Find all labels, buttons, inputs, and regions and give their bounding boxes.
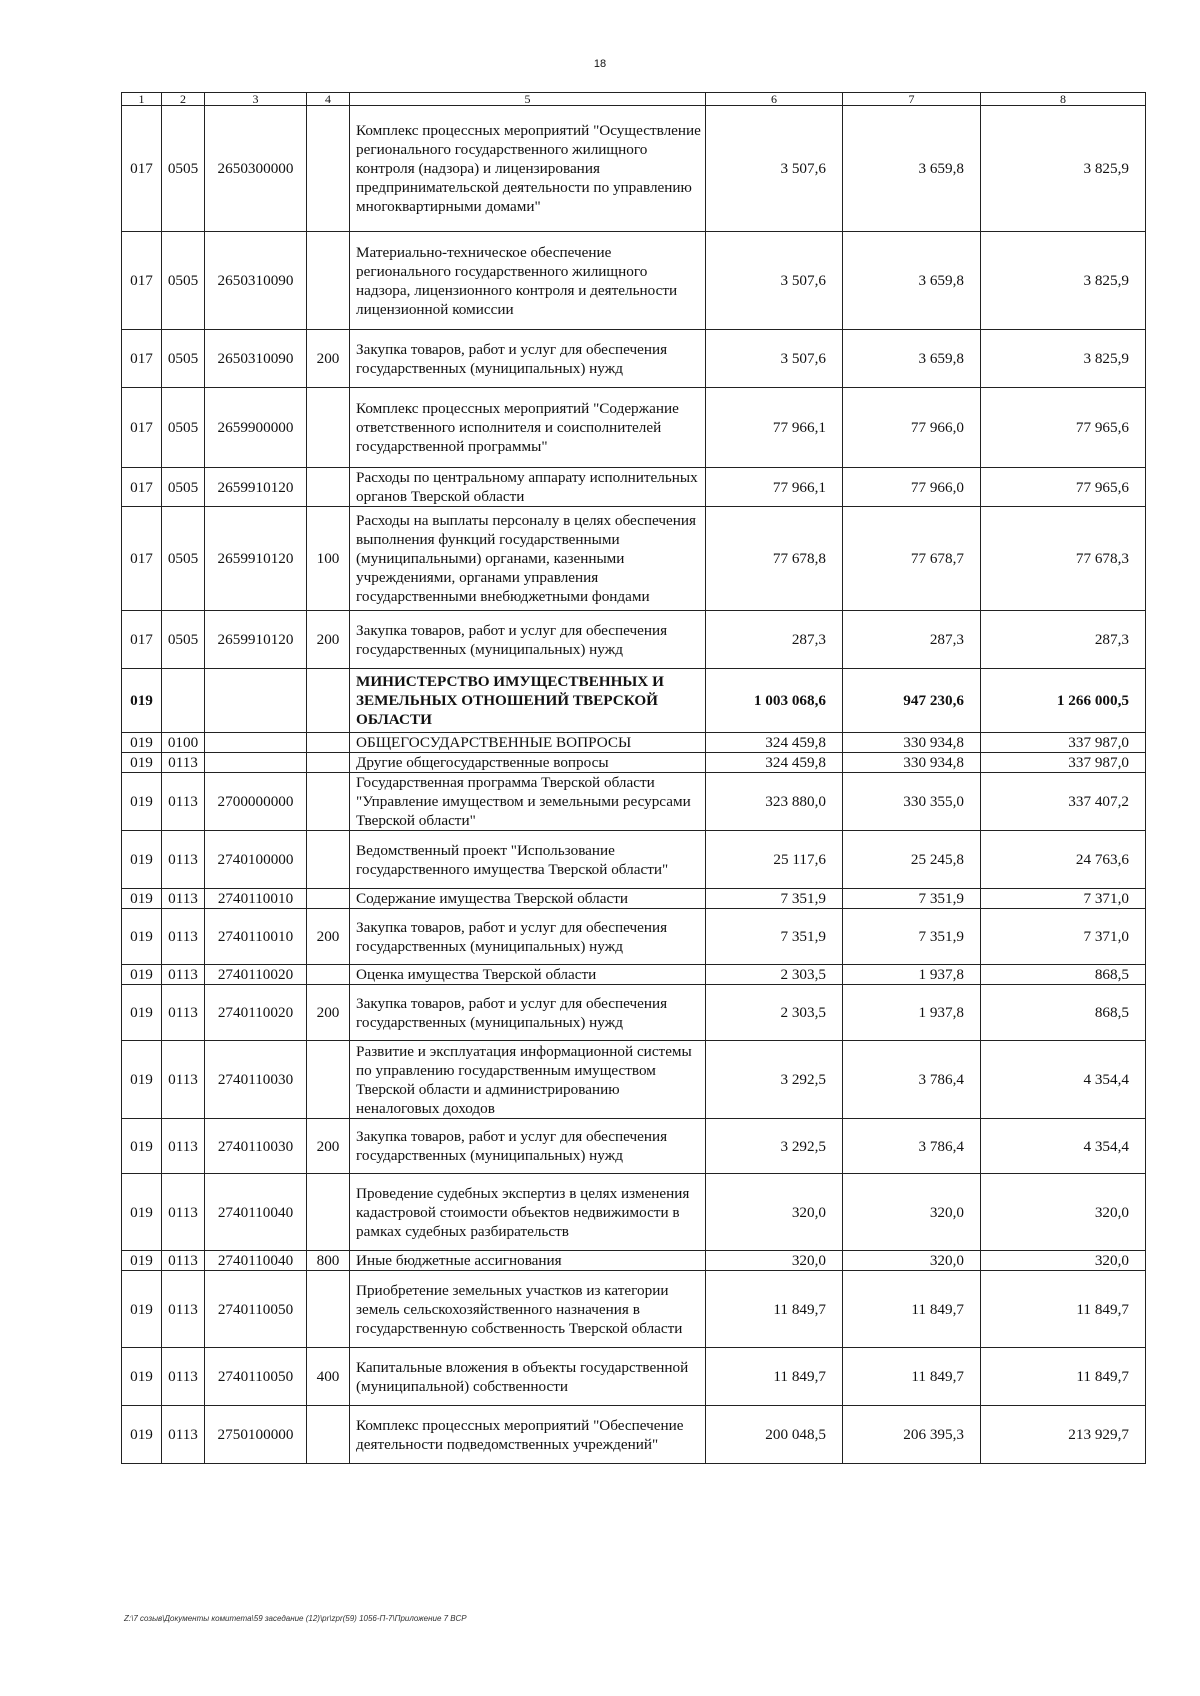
row-expense-type: 200 xyxy=(307,330,350,388)
row-expense-type xyxy=(307,733,350,753)
row-grbs-code: 019 xyxy=(122,733,162,753)
row-target-article: 2740110020 xyxy=(205,985,307,1041)
row-amount-col8: 77 965,6 xyxy=(981,468,1146,507)
row-amount-col6: 77 966,1 xyxy=(706,388,843,468)
row-amount-col7: 1 937,8 xyxy=(843,985,981,1041)
row-amount-col7: 77 966,0 xyxy=(843,468,981,507)
row-amount-col8: 24 763,6 xyxy=(981,831,1146,889)
table-row xyxy=(122,232,1146,330)
row-target-article: 2740110030 xyxy=(205,1119,307,1174)
column-header: 8 xyxy=(981,93,1146,106)
row-amount-col8: 3 825,9 xyxy=(981,232,1146,330)
row-target-article: 2650310090 xyxy=(205,232,307,330)
table-row xyxy=(122,611,1146,669)
row-grbs-code: 019 xyxy=(122,1119,162,1174)
table-row xyxy=(122,889,1146,909)
row-section-code: 0100 xyxy=(162,733,205,753)
row-amount-col6: 3 507,6 xyxy=(706,232,843,330)
row-description: Развитие и эксплуатация информационной системы по управлению государственным имуществом Тверской области и администрированию неналоговых доходов xyxy=(350,1041,706,1119)
row-grbs-code: 019 xyxy=(122,965,162,985)
row-amount-col6: 7 351,9 xyxy=(706,889,843,909)
row-amount-col7: 11 849,7 xyxy=(843,1348,981,1406)
row-amount-col6: 3 292,5 xyxy=(706,1119,843,1174)
table-row xyxy=(122,669,1146,733)
row-expense-type xyxy=(307,773,350,831)
row-description: Комплекс процессных мероприятий "Обеспечение деятельности подведомственных учреждений" xyxy=(350,1406,706,1464)
row-section-code: 0113 xyxy=(162,965,205,985)
row-expense-type xyxy=(307,106,350,232)
row-amount-col6: 11 849,7 xyxy=(706,1271,843,1348)
table-row xyxy=(122,831,1146,889)
row-description: МИНИСТЕРСТВО ИМУЩЕСТВЕННЫХ И ЗЕМЕЛЬНЫХ ОТНОШЕНИЙ ТВЕРСКОЙ ОБЛАСТИ xyxy=(350,669,706,733)
row-amount-col8: 7 371,0 xyxy=(981,909,1146,965)
row-amount-col8: 868,5 xyxy=(981,985,1146,1041)
row-amount-col7: 11 849,7 xyxy=(843,1271,981,1348)
row-amount-col8: 287,3 xyxy=(981,611,1146,669)
row-amount-col7: 3 786,4 xyxy=(843,1119,981,1174)
row-description: Содержание имущества Тверской области xyxy=(350,889,706,909)
column-header: 7 xyxy=(843,93,981,106)
row-amount-col8: 11 849,7 xyxy=(981,1271,1146,1348)
row-grbs-code: 019 xyxy=(122,1251,162,1271)
row-amount-col8: 3 825,9 xyxy=(981,106,1146,232)
row-grbs-code: 017 xyxy=(122,611,162,669)
row-amount-col8: 4 354,4 xyxy=(981,1119,1146,1174)
row-description: Иные бюджетные ассигнования xyxy=(350,1251,706,1271)
row-amount-col6: 2 303,5 xyxy=(706,985,843,1041)
row-section-code: 0505 xyxy=(162,507,205,611)
table-row xyxy=(122,773,1146,831)
row-expense-type xyxy=(307,232,350,330)
row-amount-col6: 3 507,6 xyxy=(706,106,843,232)
row-section-code: 0505 xyxy=(162,468,205,507)
column-header: 6 xyxy=(706,93,843,106)
row-description: Капитальные вложения в объекты государственной (муниципальной) собственности xyxy=(350,1348,706,1406)
table-row xyxy=(122,1348,1146,1406)
row-expense-type xyxy=(307,669,350,733)
table-row xyxy=(122,1174,1146,1251)
row-description: Оценка имущества Тверской области xyxy=(350,965,706,985)
row-grbs-code: 019 xyxy=(122,1348,162,1406)
row-amount-col8: 77 965,6 xyxy=(981,388,1146,468)
row-amount-col7: 7 351,9 xyxy=(843,909,981,965)
row-target-article: 2740110040 xyxy=(205,1174,307,1251)
row-expense-type: 200 xyxy=(307,909,350,965)
row-description: Закупка товаров, работ и услуг для обеспечения государственных (муниципальных) нужд xyxy=(350,985,706,1041)
row-amount-col6: 320,0 xyxy=(706,1251,843,1271)
row-target-article: 2740110030 xyxy=(205,1041,307,1119)
row-grbs-code: 019 xyxy=(122,985,162,1041)
table-row xyxy=(122,106,1146,232)
row-grbs-code: 017 xyxy=(122,507,162,611)
row-description: Другие общегосударственные вопросы xyxy=(350,753,706,773)
row-section-code: 0113 xyxy=(162,1251,205,1271)
table-row xyxy=(122,985,1146,1041)
row-amount-col6: 320,0 xyxy=(706,1174,843,1251)
row-target-article xyxy=(205,753,307,773)
table-row xyxy=(122,1406,1146,1464)
row-description: ОБЩЕГОСУДАРСТВЕННЫЕ ВОПРОСЫ xyxy=(350,733,706,753)
row-grbs-code: 019 xyxy=(122,773,162,831)
row-section-code: 0505 xyxy=(162,330,205,388)
table-row xyxy=(122,909,1146,965)
table-row xyxy=(122,1119,1146,1174)
row-amount-col7: 1 937,8 xyxy=(843,965,981,985)
row-description: Закупка товаров, работ и услуг для обеспечения государственных (муниципальных) нужд xyxy=(350,330,706,388)
row-amount-col8: 213 929,7 xyxy=(981,1406,1146,1464)
row-amount-col8: 337 407,2 xyxy=(981,773,1146,831)
row-amount-col7: 330 934,8 xyxy=(843,733,981,753)
row-expense-type xyxy=(307,1041,350,1119)
row-amount-col8: 11 849,7 xyxy=(981,1348,1146,1406)
table-row xyxy=(122,388,1146,468)
row-target-article xyxy=(205,733,307,753)
row-amount-col8: 77 678,3 xyxy=(981,507,1146,611)
row-amount-col7: 3 786,4 xyxy=(843,1041,981,1119)
row-section-code: 0505 xyxy=(162,232,205,330)
budget-table xyxy=(121,92,1146,1464)
row-amount-col7: 947 230,6 xyxy=(843,669,981,733)
row-description: Закупка товаров, работ и услуг для обеспечения государственных (муниципальных) нужд xyxy=(350,909,706,965)
row-target-article: 2740110020 xyxy=(205,965,307,985)
row-description: Закупка товаров, работ и услуг для обеспечения государственных (муниципальных) нужд xyxy=(350,1119,706,1174)
row-amount-col8: 4 354,4 xyxy=(981,1041,1146,1119)
row-description: Расходы по центральному аппарату исполнительных органов Тверской области xyxy=(350,468,706,507)
row-target-article: 2740110050 xyxy=(205,1348,307,1406)
row-expense-type xyxy=(307,1406,350,1464)
table-row xyxy=(122,965,1146,985)
row-grbs-code: 017 xyxy=(122,232,162,330)
row-amount-col6: 25 117,6 xyxy=(706,831,843,889)
row-amount-col6: 287,3 xyxy=(706,611,843,669)
row-section-code: 0113 xyxy=(162,831,205,889)
row-amount-col6: 11 849,7 xyxy=(706,1348,843,1406)
column-number-header xyxy=(122,93,1146,106)
row-amount-col6: 3 292,5 xyxy=(706,1041,843,1119)
row-target-article: 2659900000 xyxy=(205,388,307,468)
row-description: Проведение судебных экспертиз в целях изменения кадастровой стоимости объектов недвижимости в рамках судебных разбирательств xyxy=(350,1174,706,1251)
row-expense-type xyxy=(307,388,350,468)
row-amount-col7: 3 659,8 xyxy=(843,106,981,232)
table-row xyxy=(122,1251,1146,1271)
row-section-code: 0505 xyxy=(162,106,205,232)
row-amount-col7: 287,3 xyxy=(843,611,981,669)
row-section-code: 0505 xyxy=(162,388,205,468)
row-expense-type xyxy=(307,753,350,773)
row-section-code: 0113 xyxy=(162,773,205,831)
row-amount-col6: 77 966,1 xyxy=(706,468,843,507)
row-amount-col7: 3 659,8 xyxy=(843,330,981,388)
row-grbs-code: 017 xyxy=(122,468,162,507)
table-row xyxy=(122,468,1146,507)
row-target-article: 2740100000 xyxy=(205,831,307,889)
column-header: 5 xyxy=(350,93,706,106)
row-amount-col8: 868,5 xyxy=(981,965,1146,985)
row-grbs-code: 017 xyxy=(122,330,162,388)
row-expense-type: 800 xyxy=(307,1251,350,1271)
row-grbs-code: 019 xyxy=(122,1406,162,1464)
row-amount-col7: 7 351,9 xyxy=(843,889,981,909)
row-amount-col7: 330 934,8 xyxy=(843,753,981,773)
row-target-article: 2659910120 xyxy=(205,507,307,611)
column-header: 3 xyxy=(205,93,307,106)
row-grbs-code: 017 xyxy=(122,106,162,232)
row-target-article: 2740110040 xyxy=(205,1251,307,1271)
row-amount-col8: 3 825,9 xyxy=(981,330,1146,388)
row-amount-col7: 3 659,8 xyxy=(843,232,981,330)
row-expense-type: 200 xyxy=(307,1119,350,1174)
column-header: 1 xyxy=(122,93,162,106)
row-target-article: 2650310090 xyxy=(205,330,307,388)
row-expense-type xyxy=(307,965,350,985)
row-amount-col6: 3 507,6 xyxy=(706,330,843,388)
row-section-code: 0113 xyxy=(162,1174,205,1251)
row-amount-col8: 337 987,0 xyxy=(981,733,1146,753)
row-section-code: 0113 xyxy=(162,753,205,773)
row-expense-type: 200 xyxy=(307,611,350,669)
row-grbs-code: 017 xyxy=(122,388,162,468)
table-body xyxy=(122,93,1146,1464)
row-target-article xyxy=(205,669,307,733)
row-grbs-code: 019 xyxy=(122,831,162,889)
row-amount-col6: 200 048,5 xyxy=(706,1406,843,1464)
row-description: Расходы на выплаты персоналу в целях обеспечения выполнения функций государственными (муниципальными) органами, казенными учреждениями, органами управления государственными внебюджетными фондами xyxy=(350,507,706,611)
page-number: 18 xyxy=(593,58,607,70)
table-row xyxy=(122,1271,1146,1348)
row-amount-col7: 320,0 xyxy=(843,1251,981,1271)
row-expense-type: 400 xyxy=(307,1348,350,1406)
row-amount-col8: 320,0 xyxy=(981,1251,1146,1271)
row-grbs-code: 019 xyxy=(122,1271,162,1348)
row-description: Материально-техническое обеспечение регионального государственного жилищного надзора, лицензионного контроля и деятельности лицензионной комиссии xyxy=(350,232,706,330)
row-amount-col8: 1 266 000,5 xyxy=(981,669,1146,733)
row-amount-col7: 25 245,8 xyxy=(843,831,981,889)
row-target-article: 2659910120 xyxy=(205,468,307,507)
row-amount-col8: 320,0 xyxy=(981,1174,1146,1251)
file-path-footer: Z:\7 созыв\Документы комитета\59 заседание (12)\pr\zpr(59) 1056-П-7\Приложение 7 ВСР xyxy=(124,1614,467,1623)
table-row xyxy=(122,507,1146,611)
row-expense-type: 200 xyxy=(307,985,350,1041)
row-description: Ведомственный проект "Использование государственного имущества Тверской области" xyxy=(350,831,706,889)
row-description: Государственная программа Тверской области "Управление имуществом и земельными ресурсами Тверской области" xyxy=(350,773,706,831)
row-target-article: 2750100000 xyxy=(205,1406,307,1464)
row-target-article: 2740110010 xyxy=(205,909,307,965)
row-amount-col7: 330 355,0 xyxy=(843,773,981,831)
row-section-code: 0113 xyxy=(162,985,205,1041)
row-amount-col6: 7 351,9 xyxy=(706,909,843,965)
row-target-article: 2700000000 xyxy=(205,773,307,831)
row-section-code: 0113 xyxy=(162,1406,205,1464)
table-row xyxy=(122,733,1146,753)
row-amount-col6: 77 678,8 xyxy=(706,507,843,611)
row-amount-col6: 324 459,8 xyxy=(706,733,843,753)
row-amount-col7: 77 966,0 xyxy=(843,388,981,468)
row-grbs-code: 019 xyxy=(122,753,162,773)
row-section-code: 0113 xyxy=(162,1271,205,1348)
row-section-code: 0113 xyxy=(162,889,205,909)
row-amount-col6: 323 880,0 xyxy=(706,773,843,831)
row-description: Приобретение земельных участков из категории земель сельскохозяйственного назначения в государственную собственность Тверской области xyxy=(350,1271,706,1348)
row-target-article: 2740110010 xyxy=(205,889,307,909)
row-description: Закупка товаров, работ и услуг для обеспечения государственных (муниципальных) нужд xyxy=(350,611,706,669)
row-amount-col7: 206 395,3 xyxy=(843,1406,981,1464)
row-expense-type: 100 xyxy=(307,507,350,611)
row-amount-col7: 77 678,7 xyxy=(843,507,981,611)
row-section-code: 0113 xyxy=(162,1041,205,1119)
row-grbs-code: 019 xyxy=(122,1041,162,1119)
row-target-article: 2650300000 xyxy=(205,106,307,232)
row-expense-type xyxy=(307,889,350,909)
column-header: 2 xyxy=(162,93,205,106)
table-row xyxy=(122,330,1146,388)
row-grbs-code: 019 xyxy=(122,909,162,965)
column-header: 4 xyxy=(307,93,350,106)
row-section-code: 0113 xyxy=(162,1348,205,1406)
row-section-code xyxy=(162,669,205,733)
row-amount-col7: 320,0 xyxy=(843,1174,981,1251)
row-grbs-code: 019 xyxy=(122,669,162,733)
row-amount-col8: 337 987,0 xyxy=(981,753,1146,773)
row-expense-type xyxy=(307,831,350,889)
row-target-article: 2740110050 xyxy=(205,1271,307,1348)
row-grbs-code: 019 xyxy=(122,889,162,909)
row-section-code: 0113 xyxy=(162,909,205,965)
row-section-code: 0113 xyxy=(162,1119,205,1174)
row-section-code: 0505 xyxy=(162,611,205,669)
row-description: Комплекс процессных мероприятий "Осуществление регионального государственного жилищного контроля (надзора) и лицензирования предпринимательской деятельности по управлению многоквартирными домами" xyxy=(350,106,706,232)
row-amount-col6: 2 303,5 xyxy=(706,965,843,985)
row-expense-type xyxy=(307,1271,350,1348)
table-row xyxy=(122,1041,1146,1119)
row-expense-type xyxy=(307,1174,350,1251)
row-amount-col6: 324 459,8 xyxy=(706,753,843,773)
row-grbs-code: 019 xyxy=(122,1174,162,1251)
row-description: Комплекс процессных мероприятий "Содержание ответственного исполнителя и соисполнителей государственной программы" xyxy=(350,388,706,468)
row-expense-type xyxy=(307,468,350,507)
table-row xyxy=(122,753,1146,773)
row-target-article: 2659910120 xyxy=(205,611,307,669)
row-amount-col6: 1 003 068,6 xyxy=(706,669,843,733)
row-amount-col8: 7 371,0 xyxy=(981,889,1146,909)
